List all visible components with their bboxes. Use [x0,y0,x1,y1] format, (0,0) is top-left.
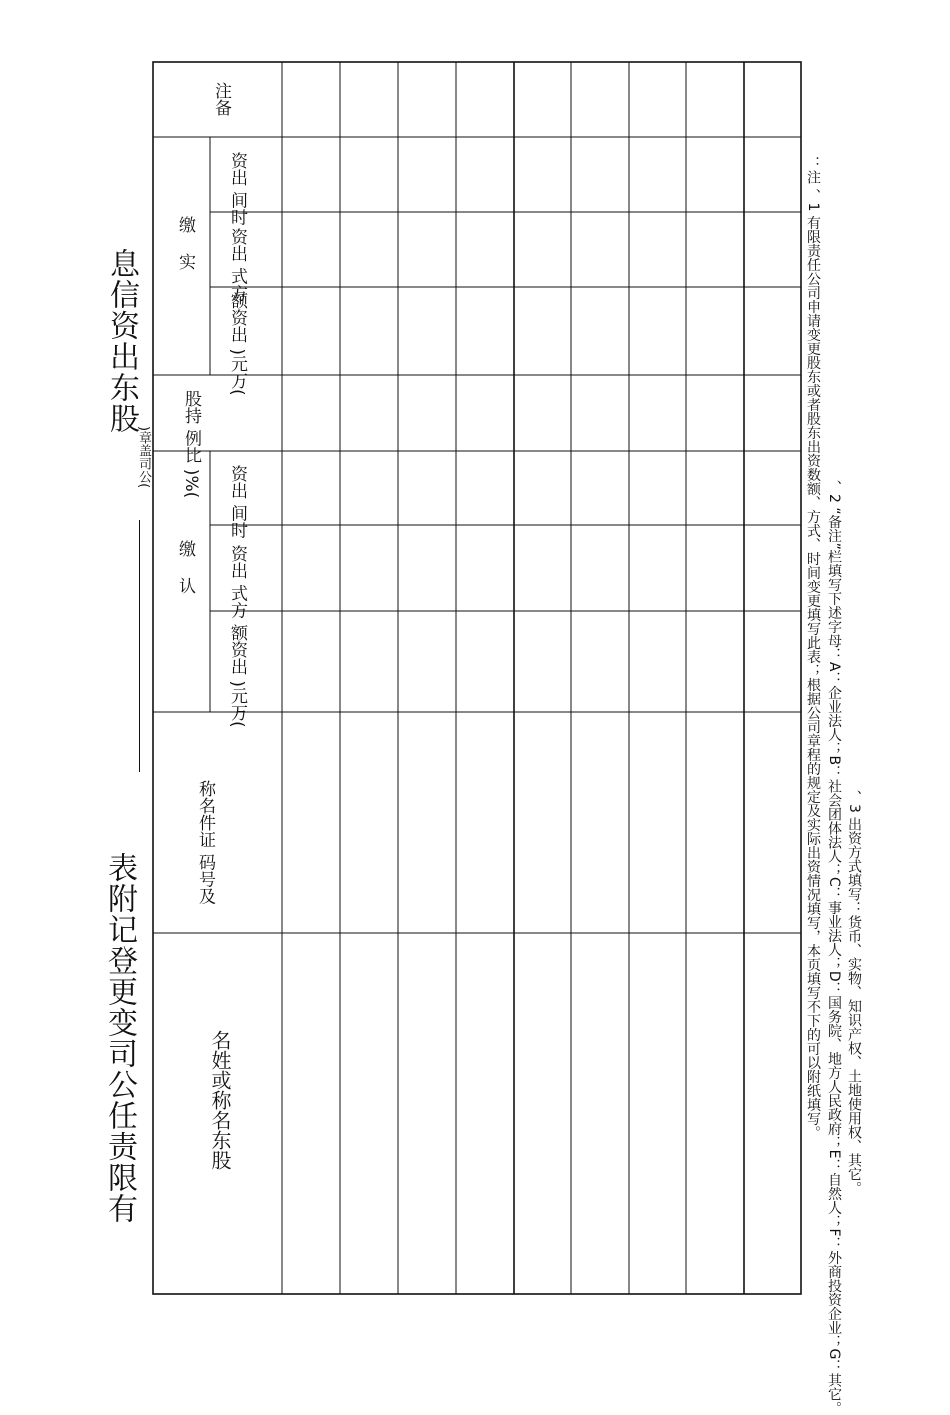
subscribed-group-header: 缴认 [175,540,195,614]
subscribed-time-header: 资出 间时 [227,465,247,539]
note-line-3: 、3 出资方式填写：货币、实物、知识产权、土地使用权、其它。 [846,790,862,1196]
paid-group-header: 缴实 [175,216,195,290]
remarks-header: 注备 [211,82,231,116]
paid-method-header: 资出 式方 [227,228,247,302]
shareholder-name-header: 名姓或称名东股 [208,1030,232,1170]
id-number-header: 称名件证 码号及 [195,780,215,905]
note-line-2: 、2 “备注”栏填写下述字母：A：企业法人；B：社会团体法人；C：事业法人；D：国务院、地方人民政府；E：自然人；F：外商投资企业；G：其它。 [826,480,842,1415]
main-title: 表附记登更变司公任责限有 [102,852,137,1224]
stamp-label: )章盖司公( [136,426,151,489]
paid-amount-header: 额资出 )元万( [227,292,247,396]
note-line-1: ：注 、1 有限责任公司申请变更股东或者股东出资数额、方式、时间变更填写此表；根据公司章程的规定及实际出资情况填写，本页填写不下的可以附纸填写。 [805,156,821,1140]
signature-line [139,520,140,772]
section-title: 息信资出东股 [104,248,139,434]
ratio-header: 股持 例比 )%( [181,390,201,499]
subscribed-amount-header: 额资出 )元万( [227,624,247,728]
subscribed-method-header: 资出 式方 [227,545,247,619]
paid-time-header: 资出 间时 [227,152,247,226]
table-border [153,62,801,1294]
